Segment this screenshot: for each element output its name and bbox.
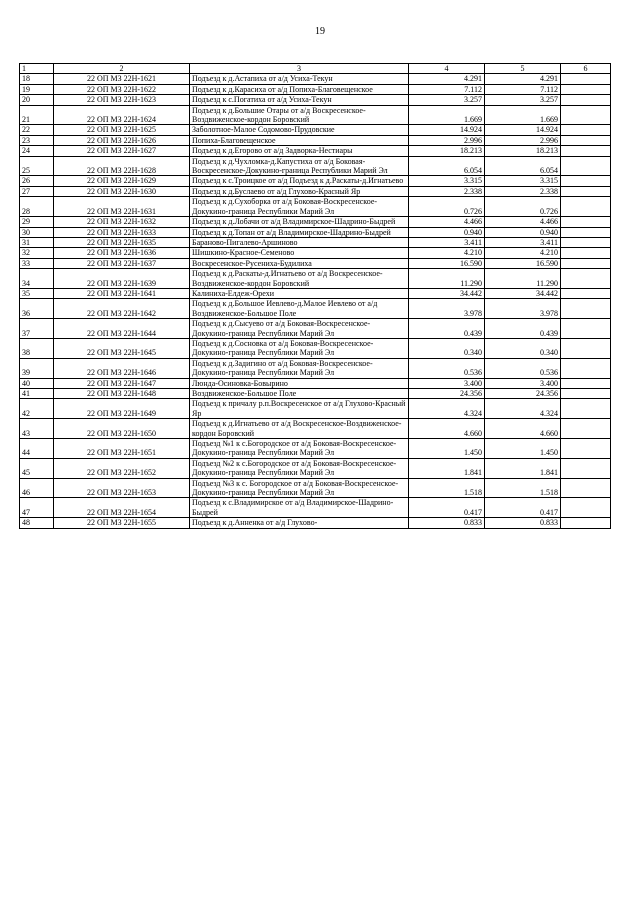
road-code: 22 ОП МЗ 22Н-1626 xyxy=(54,135,190,145)
road-code: 22 ОП МЗ 22Н-1633 xyxy=(54,227,190,237)
table-row xyxy=(20,74,611,84)
row-number: 48 xyxy=(20,518,54,528)
length-total: 4.210 xyxy=(409,248,485,258)
table-row xyxy=(20,84,611,94)
row-number: 37 xyxy=(20,319,54,339)
road-code: 22 ОП МЗ 22Н-1636 xyxy=(54,248,190,258)
road-code: 22 ОП МЗ 22Н-1625 xyxy=(54,125,190,135)
row-number: 42 xyxy=(20,399,54,419)
row-number: 31 xyxy=(20,237,54,247)
table-row xyxy=(20,288,611,298)
table-row xyxy=(20,389,611,399)
road-name: Подъезд к д.Большие Отары от а/д Воскресенское-Воздвиженское-кордон Боровский xyxy=(190,105,409,125)
row-number: 36 xyxy=(20,299,54,319)
length-total: 1.669 xyxy=(409,105,485,125)
note-cell xyxy=(561,258,611,268)
length-total: 3.400 xyxy=(409,378,485,388)
length-total: 1.518 xyxy=(409,478,485,498)
length-paved: 11.290 xyxy=(485,269,561,289)
note-cell xyxy=(561,95,611,105)
road-name: Шишкино-Красное-Семеново xyxy=(190,248,409,258)
table-row xyxy=(20,135,611,145)
road-name: Подъезд №2 к с.Богородское от а/д Боковая-Воскресенское-Докукино-граница Республики Марий Эл xyxy=(190,458,409,478)
length-paved: 1.450 xyxy=(485,439,561,459)
road-code: 22 ОП МЗ 22Н-1645 xyxy=(54,338,190,358)
length-total: 2.996 xyxy=(409,135,485,145)
table-row xyxy=(20,458,611,478)
road-code: 22 ОП МЗ 22Н-1631 xyxy=(54,197,190,217)
length-total: 1.841 xyxy=(409,458,485,478)
note-cell xyxy=(561,399,611,419)
row-number: 39 xyxy=(20,358,54,378)
roads-table xyxy=(19,63,611,529)
road-name: Подъезд к д.Сухоборка от а/д Боковая-Воскресенское-Докукино-граница Республики Марий Эл xyxy=(190,197,409,217)
row-number: 30 xyxy=(20,227,54,237)
table-row xyxy=(20,248,611,258)
note-cell xyxy=(561,458,611,478)
length-paved: 24.356 xyxy=(485,389,561,399)
note-cell xyxy=(561,319,611,339)
road-code: 22 ОП МЗ 22Н-1623 xyxy=(54,95,190,105)
table-row xyxy=(20,237,611,247)
table-row xyxy=(20,186,611,196)
road-code: 22 ОП МЗ 22Н-1644 xyxy=(54,319,190,339)
row-number: 47 xyxy=(20,498,54,518)
note-cell xyxy=(561,419,611,439)
length-paved: 1.669 xyxy=(485,105,561,125)
note-cell xyxy=(561,378,611,388)
header-cell: 1 xyxy=(20,64,54,74)
road-code: 22 ОП МЗ 22Н-1642 xyxy=(54,299,190,319)
length-total: 34.442 xyxy=(409,288,485,298)
road-name: Подъезд к д.Карасиха от а/д Попиха-Благовещенское xyxy=(190,84,409,94)
row-number: 40 xyxy=(20,378,54,388)
table-row xyxy=(20,156,611,176)
note-cell xyxy=(561,176,611,186)
length-total: 7.112 xyxy=(409,84,485,94)
note-cell xyxy=(561,299,611,319)
road-code: 22 ОП МЗ 22Н-1641 xyxy=(54,288,190,298)
row-number: 32 xyxy=(20,248,54,258)
length-total: 18.213 xyxy=(409,146,485,156)
note-cell xyxy=(561,186,611,196)
note-cell xyxy=(561,439,611,459)
road-code: 22 ОП МЗ 22Н-1629 xyxy=(54,176,190,186)
table-row xyxy=(20,319,611,339)
table-row xyxy=(20,338,611,358)
length-paved: 4.324 xyxy=(485,399,561,419)
road-name: Подъезд №1 к с.Богородское от а/д Боковая-Воскресенское-Докукино-граница Республики Марий Эл xyxy=(190,439,409,459)
road-name: Подъезд к д.Егорово от а/д Задворка-Нестиары xyxy=(190,146,409,156)
road-code: 22 ОП МЗ 22Н-1622 xyxy=(54,84,190,94)
length-total: 0.726 xyxy=(409,197,485,217)
note-cell xyxy=(561,135,611,145)
roads-table-body xyxy=(20,64,611,529)
length-total: 0.417 xyxy=(409,498,485,518)
length-paved: 4.291 xyxy=(485,74,561,84)
length-total: 4.660 xyxy=(409,419,485,439)
row-number: 21 xyxy=(20,105,54,125)
length-paved: 0.726 xyxy=(485,197,561,217)
road-name: Воздвиженское-Большое Поле xyxy=(190,389,409,399)
row-number: 46 xyxy=(20,478,54,498)
row-number: 44 xyxy=(20,439,54,459)
note-cell xyxy=(561,217,611,227)
length-paved: 0.940 xyxy=(485,227,561,237)
road-name: Подъезд к д.Сосновка от а/д Боковая-Воскресенское-Докукино-граница Республики Марий Эл xyxy=(190,338,409,358)
note-cell xyxy=(561,227,611,237)
length-total: 11.290 xyxy=(409,269,485,289)
table-row xyxy=(20,146,611,156)
length-total: 24.356 xyxy=(409,389,485,399)
road-code: 22 ОП МЗ 22Н-1649 xyxy=(54,399,190,419)
table-row xyxy=(20,498,611,518)
note-cell xyxy=(561,84,611,94)
note-cell xyxy=(561,125,611,135)
road-name: Люнда-Осиновка-Бовырино xyxy=(190,378,409,388)
length-paved: 7.112 xyxy=(485,84,561,94)
length-total: 3.978 xyxy=(409,299,485,319)
header-cell: 4 xyxy=(409,64,485,74)
table-row xyxy=(20,419,611,439)
length-paved: 34.442 xyxy=(485,288,561,298)
length-paved: 1.518 xyxy=(485,478,561,498)
row-number: 22 xyxy=(20,125,54,135)
table-row xyxy=(20,399,611,419)
row-number: 43 xyxy=(20,419,54,439)
road-code: 22 ОП МЗ 22Н-1652 xyxy=(54,458,190,478)
length-paved: 4.210 xyxy=(485,248,561,258)
length-paved: 0.536 xyxy=(485,358,561,378)
length-paved: 3.411 xyxy=(485,237,561,247)
road-name: Заболотное-Малое Содомово-Прудовские xyxy=(190,125,409,135)
road-name: Подъезд к д.Анненка от а/д Глухово- xyxy=(190,518,409,528)
page-number: 19 xyxy=(315,26,325,37)
note-cell xyxy=(561,197,611,217)
length-paved: 18.213 xyxy=(485,146,561,156)
length-paved: 4.660 xyxy=(485,419,561,439)
length-total: 3.257 xyxy=(409,95,485,105)
road-code: 22 ОП МЗ 22Н-1650 xyxy=(54,419,190,439)
length-paved: 3.315 xyxy=(485,176,561,186)
length-total: 3.315 xyxy=(409,176,485,186)
road-name: Подъезд к д.Игнатьево от а/д Воскресенское-Воздвиженское-кордон Боровский xyxy=(190,419,409,439)
road-code: 22 ОП МЗ 22Н-1653 xyxy=(54,478,190,498)
length-paved: 16.590 xyxy=(485,258,561,268)
table-row xyxy=(20,358,611,378)
row-number: 29 xyxy=(20,217,54,227)
note-cell xyxy=(561,74,611,84)
note-cell xyxy=(561,269,611,289)
road-code: 22 ОП МЗ 22Н-1637 xyxy=(54,258,190,268)
note-cell xyxy=(561,389,611,399)
table-row xyxy=(20,217,611,227)
road-name: Подъезд к д.Чухломка-д.Капустиха от а/д Боковая-Воскресенское-Докукино-граница Республики Марий Эл xyxy=(190,156,409,176)
table-row xyxy=(20,439,611,459)
row-number: 27 xyxy=(20,186,54,196)
length-paved: 6.054 xyxy=(485,156,561,176)
length-total: 16.590 xyxy=(409,258,485,268)
table-row xyxy=(20,197,611,217)
road-code: 22 ОП МЗ 22Н-1654 xyxy=(54,498,190,518)
length-paved: 3.257 xyxy=(485,95,561,105)
length-total: 14.924 xyxy=(409,125,485,135)
length-paved: 0.340 xyxy=(485,338,561,358)
table-row xyxy=(20,176,611,186)
road-code: 22 ОП МЗ 22Н-1639 xyxy=(54,269,190,289)
header-cell: 3 xyxy=(190,64,409,74)
row-number: 25 xyxy=(20,156,54,176)
note-cell xyxy=(561,478,611,498)
length-paved: 1.841 xyxy=(485,458,561,478)
row-number: 45 xyxy=(20,458,54,478)
length-total: 4.324 xyxy=(409,399,485,419)
road-name: Подъезд к с.Владимирское от а/д Владимирское-Шадрино-Быдрей xyxy=(190,498,409,518)
road-code: 22 ОП МЗ 22Н-1621 xyxy=(54,74,190,84)
note-cell xyxy=(561,156,611,176)
note-cell xyxy=(561,288,611,298)
road-code: 22 ОП МЗ 22Н-1651 xyxy=(54,439,190,459)
row-number: 20 xyxy=(20,95,54,105)
road-name: Подъезд к д.Сысуево от а/д Боковая-Воскресенское-Докукино-граница Республики Марий Эл xyxy=(190,319,409,339)
length-total: 0.439 xyxy=(409,319,485,339)
road-name: Подъезд к д.Буслаево от а/д Глухово-Красный Яр xyxy=(190,186,409,196)
length-paved: 2.338 xyxy=(485,186,561,196)
note-cell xyxy=(561,518,611,528)
road-code: 22 ОП МЗ 22Н-1647 xyxy=(54,378,190,388)
length-paved: 4.466 xyxy=(485,217,561,227)
header-cell: 6 xyxy=(561,64,611,74)
road-code: 22 ОП МЗ 22Н-1655 xyxy=(54,518,190,528)
length-total: 4.291 xyxy=(409,74,485,84)
length-total: 6.054 xyxy=(409,156,485,176)
table-row xyxy=(20,299,611,319)
road-code: 22 ОП МЗ 22Н-1627 xyxy=(54,146,190,156)
road-name: Попиха-Благовещенское xyxy=(190,135,409,145)
road-code: 22 ОП МЗ 22Н-1646 xyxy=(54,358,190,378)
note-cell xyxy=(561,338,611,358)
row-number: 35 xyxy=(20,288,54,298)
length-paved: 3.978 xyxy=(485,299,561,319)
length-paved: 3.400 xyxy=(485,378,561,388)
road-name: Подъезд к д.Лобачи от а/д Владимирское-Шадрино-Быдрей xyxy=(190,217,409,227)
road-code: 22 ОП МЗ 22Н-1632 xyxy=(54,217,190,227)
road-name: Подъезд №3 к с. Богородское от а/д Боковая-Воскресенское-Докукино-граница Республики Марий Эл xyxy=(190,478,409,498)
length-paved: 0.833 xyxy=(485,518,561,528)
length-total: 1.450 xyxy=(409,439,485,459)
road-code: 22 ОП МЗ 22Н-1630 xyxy=(54,186,190,196)
road-name: Подъезд к с.Погатиха от а/д Усиха-Текун xyxy=(190,95,409,105)
table-row xyxy=(20,95,611,105)
row-number: 28 xyxy=(20,197,54,217)
length-total: 4.466 xyxy=(409,217,485,227)
length-total: 0.940 xyxy=(409,227,485,237)
length-paved: 0.439 xyxy=(485,319,561,339)
road-name: Подъезд к д.Задигино от а/д Боковая-Воскресенское-Докукино-граница Республики Марий Эл xyxy=(190,358,409,378)
road-name: Подъезд к д.Большое Иевлево-д.Малое Иевлево от а/д Воздвиженское-Большое Поле xyxy=(190,299,409,319)
road-name: Подъезд к д.Астапиха от а/д Усиха-Текун xyxy=(190,74,409,84)
header-cell: 2 xyxy=(54,64,190,74)
table-row xyxy=(20,478,611,498)
road-name: Подъезд к причалу р.п.Воскресенское от а/д Глухово-Красный Яр xyxy=(190,399,409,419)
length-total: 0.536 xyxy=(409,358,485,378)
row-number: 19 xyxy=(20,84,54,94)
length-total: 2.338 xyxy=(409,186,485,196)
road-name: Воскресенское-Русениха-Будилиха xyxy=(190,258,409,268)
note-cell xyxy=(561,237,611,247)
note-cell xyxy=(561,105,611,125)
road-name: Бараново-Пигалево-Аршиново xyxy=(190,237,409,247)
road-name: Калиниха-Елдеж-Орехи xyxy=(190,288,409,298)
row-number: 38 xyxy=(20,338,54,358)
table-row xyxy=(20,125,611,135)
road-code: 22 ОП МЗ 22Н-1628 xyxy=(54,156,190,176)
road-name: Подъезд к д.Раскаты-д.Игнатьево от а/д Воскресенское-Воздвиженское-кордон Боровский xyxy=(190,269,409,289)
length-paved: 2.996 xyxy=(485,135,561,145)
length-total: 0.833 xyxy=(409,518,485,528)
length-total: 3.411 xyxy=(409,237,485,247)
road-code: 22 ОП МЗ 22Н-1635 xyxy=(54,237,190,247)
header-cell: 5 xyxy=(485,64,561,74)
length-paved: 14.924 xyxy=(485,125,561,135)
road-code: 22 ОП МЗ 22Н-1624 xyxy=(54,105,190,125)
road-name: Подъезд к д.Топан от а/д Владимирское-Шадрино-Быдрей xyxy=(190,227,409,237)
note-cell xyxy=(561,358,611,378)
row-number: 34 xyxy=(20,269,54,289)
table-row xyxy=(20,258,611,268)
length-total: 0.340 xyxy=(409,338,485,358)
row-number: 24 xyxy=(20,146,54,156)
row-number: 26 xyxy=(20,176,54,186)
table-row xyxy=(20,105,611,125)
row-number: 33 xyxy=(20,258,54,268)
note-cell xyxy=(561,146,611,156)
row-number: 18 xyxy=(20,74,54,84)
note-cell xyxy=(561,498,611,518)
table-row xyxy=(20,518,611,528)
row-number: 41 xyxy=(20,389,54,399)
road-name: Подъезд к с.Троицкое от а/д Подъезд к д.Раскаты-д.Игнатьево xyxy=(190,176,409,186)
table-row xyxy=(20,269,611,289)
note-cell xyxy=(561,248,611,258)
table-row xyxy=(20,227,611,237)
table-header-row xyxy=(20,64,611,74)
road-code: 22 ОП МЗ 22Н-1648 xyxy=(54,389,190,399)
length-paved: 0.417 xyxy=(485,498,561,518)
table-row xyxy=(20,378,611,388)
row-number: 23 xyxy=(20,135,54,145)
